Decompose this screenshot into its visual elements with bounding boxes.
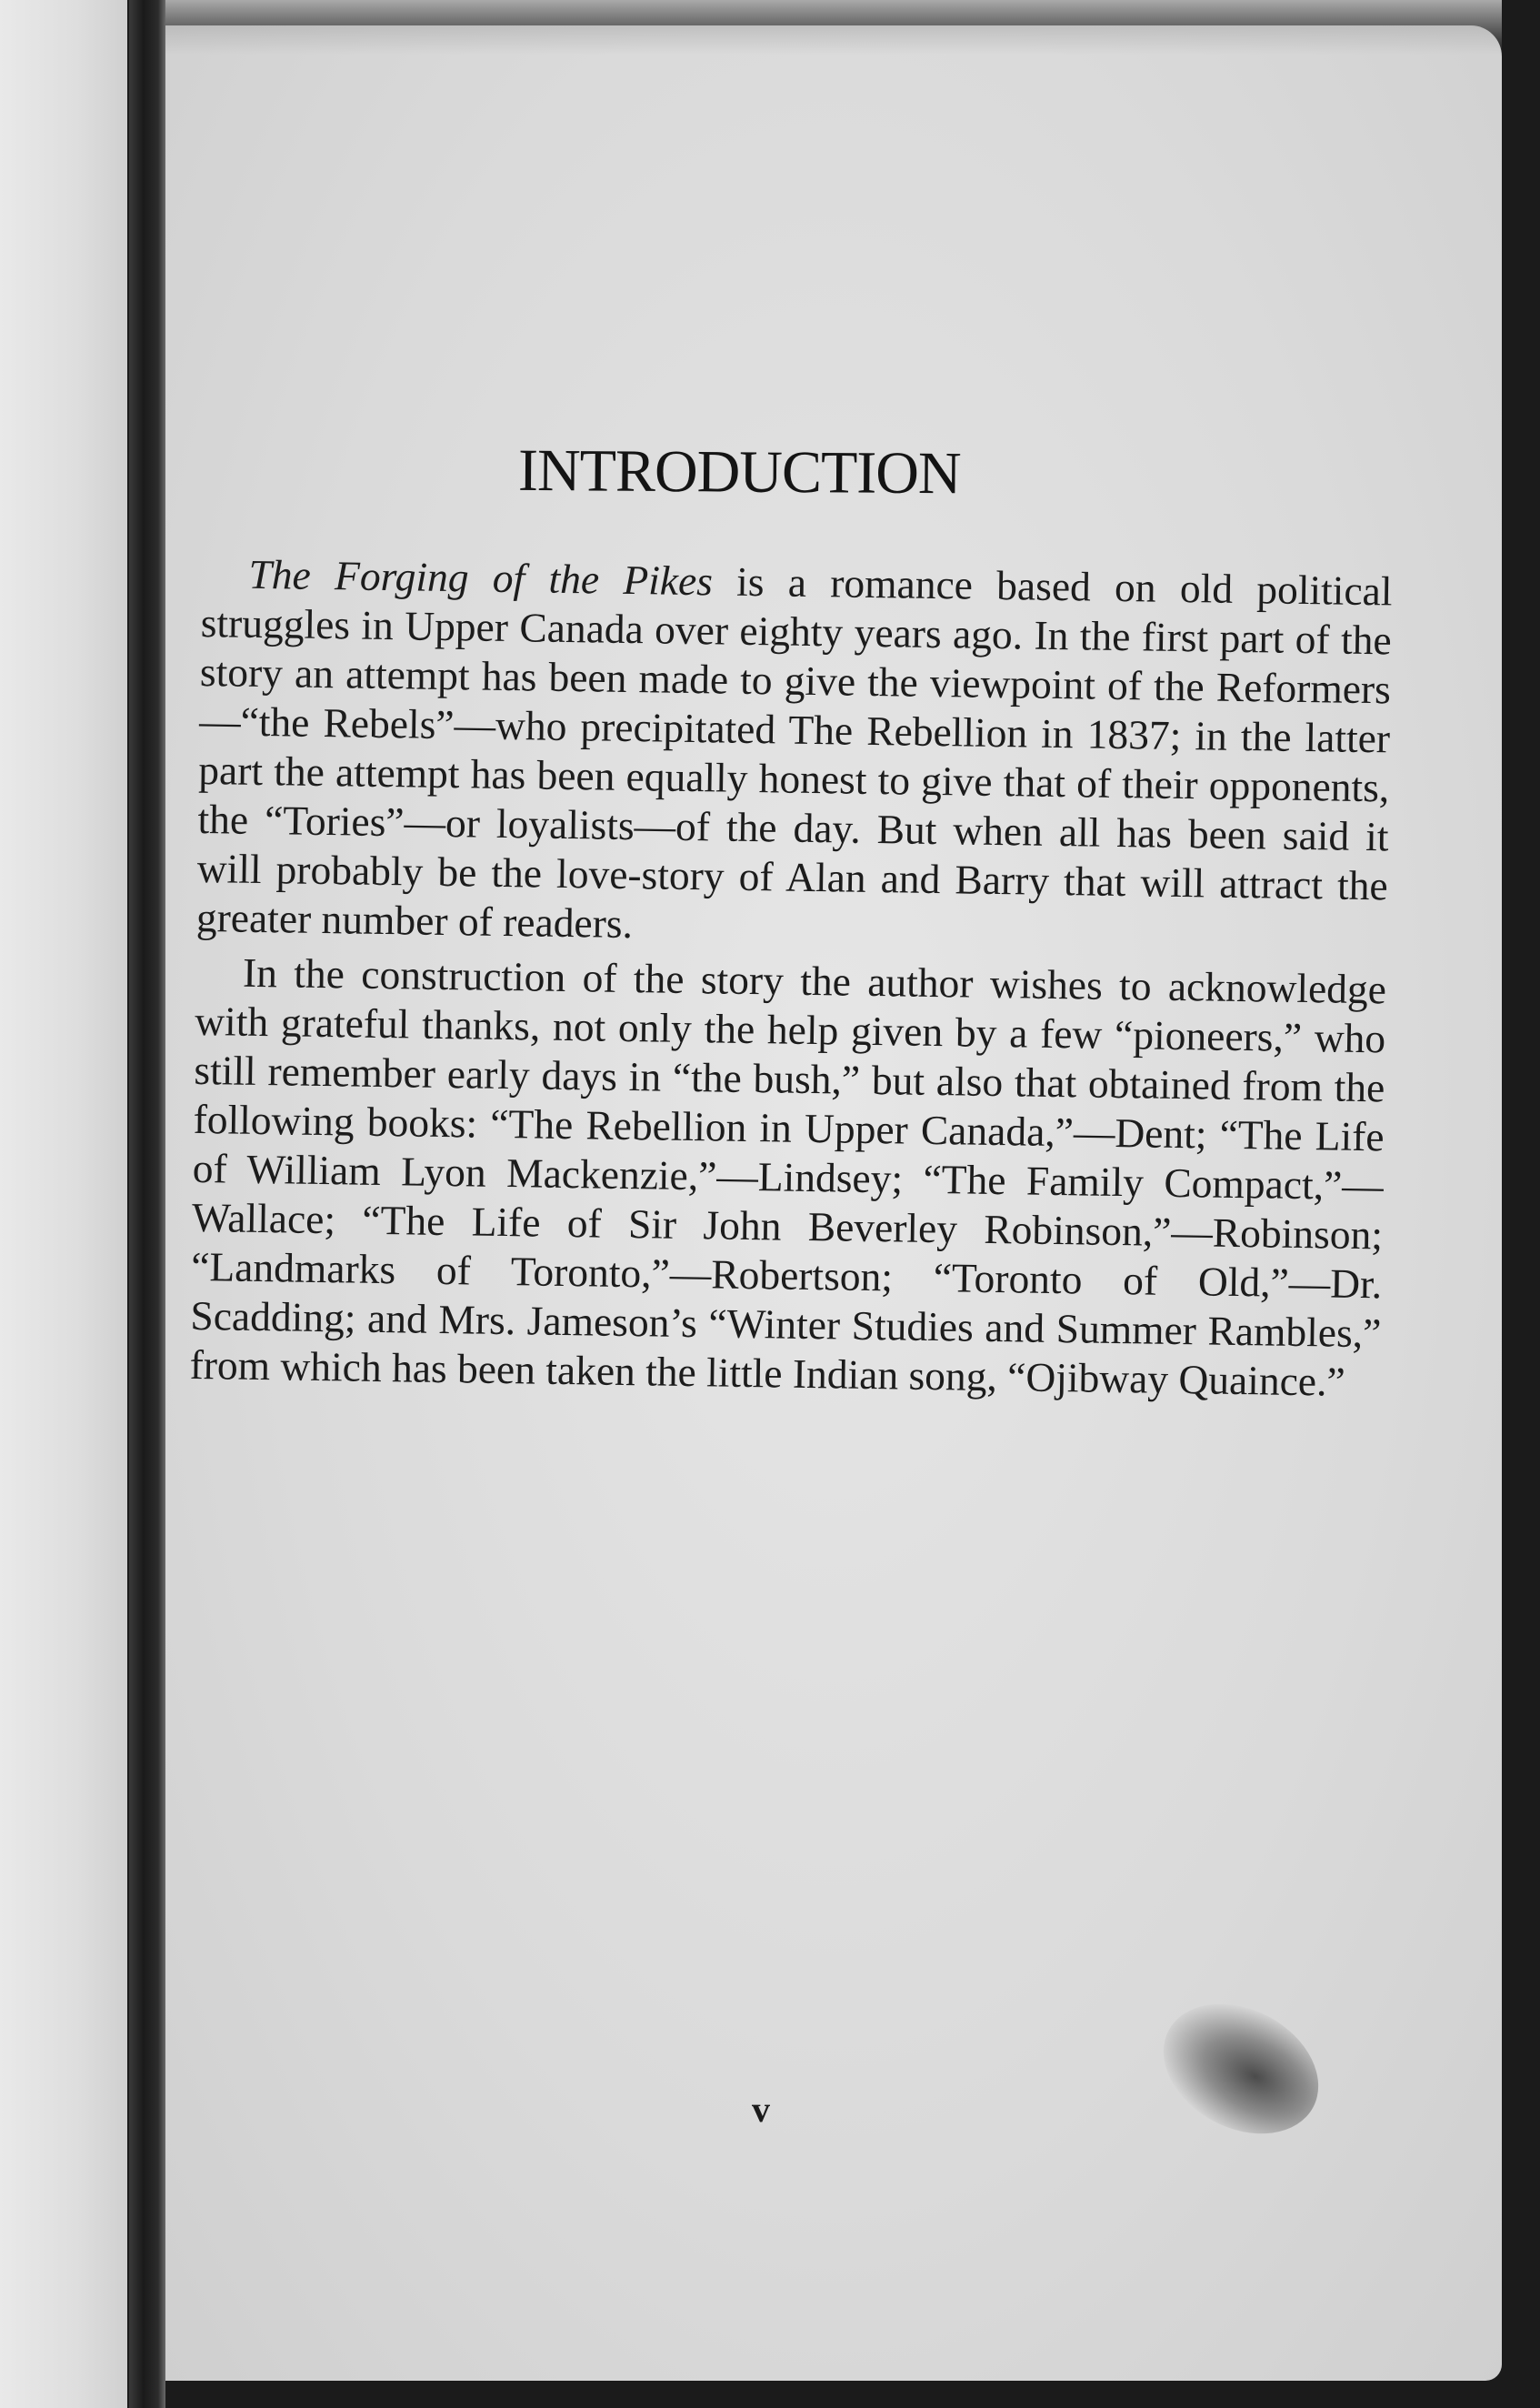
body-text	[189, 549, 1393, 1407]
paragraph-1	[196, 549, 1393, 959]
left-margin	[0, 0, 127, 2408]
paragraph-2: In the construction of the story the author wishes to acknowledge with grateful thanks, not only the help given by a few “pioneers,” who still remember early days in “the bush,” but also that obtained from the following books: “The Rebellion in Upper Canada,”—Dent; “The Life of William Lyon Mackenzie,”—Lindsey; “The Family Compact,”—Wallace; “The Life of Sir John Beverley Robinson,”—Robinson; “Landmarks of Toronto,”—Robertson; “Toronto of Old,”—Dr. Scadding; and Mrs. Jameson’s “Winter Studies and Summer Rambles,” from which has been taken the little Indian song, “Ojibway Quaince.”	[189, 948, 1387, 1405]
page-number: v	[752, 2089, 770, 2130]
page-top-shadow	[165, 0, 1502, 55]
page-heading: INTRODUCTION	[517, 436, 961, 507]
book-spine	[129, 0, 165, 2408]
paragraph-1-text: is a romance based on old political struggles in Upper Canada over eighty years ago. In the first part of the story an attempt has been made to give the viewpoint of the Reformers—“the Rebels”—who precipitated The Rebellion in 1837; in the latter part the attempt has been equally honest to give that of their opponents, the “Tories”—or loyalists—of the day. But when all has been said it will probably be the love-story of Alan and Barry that will attract the greater number of readers.	[195, 557, 1393, 948]
book-title-italic: The Forging of the Pikes	[248, 550, 714, 605]
